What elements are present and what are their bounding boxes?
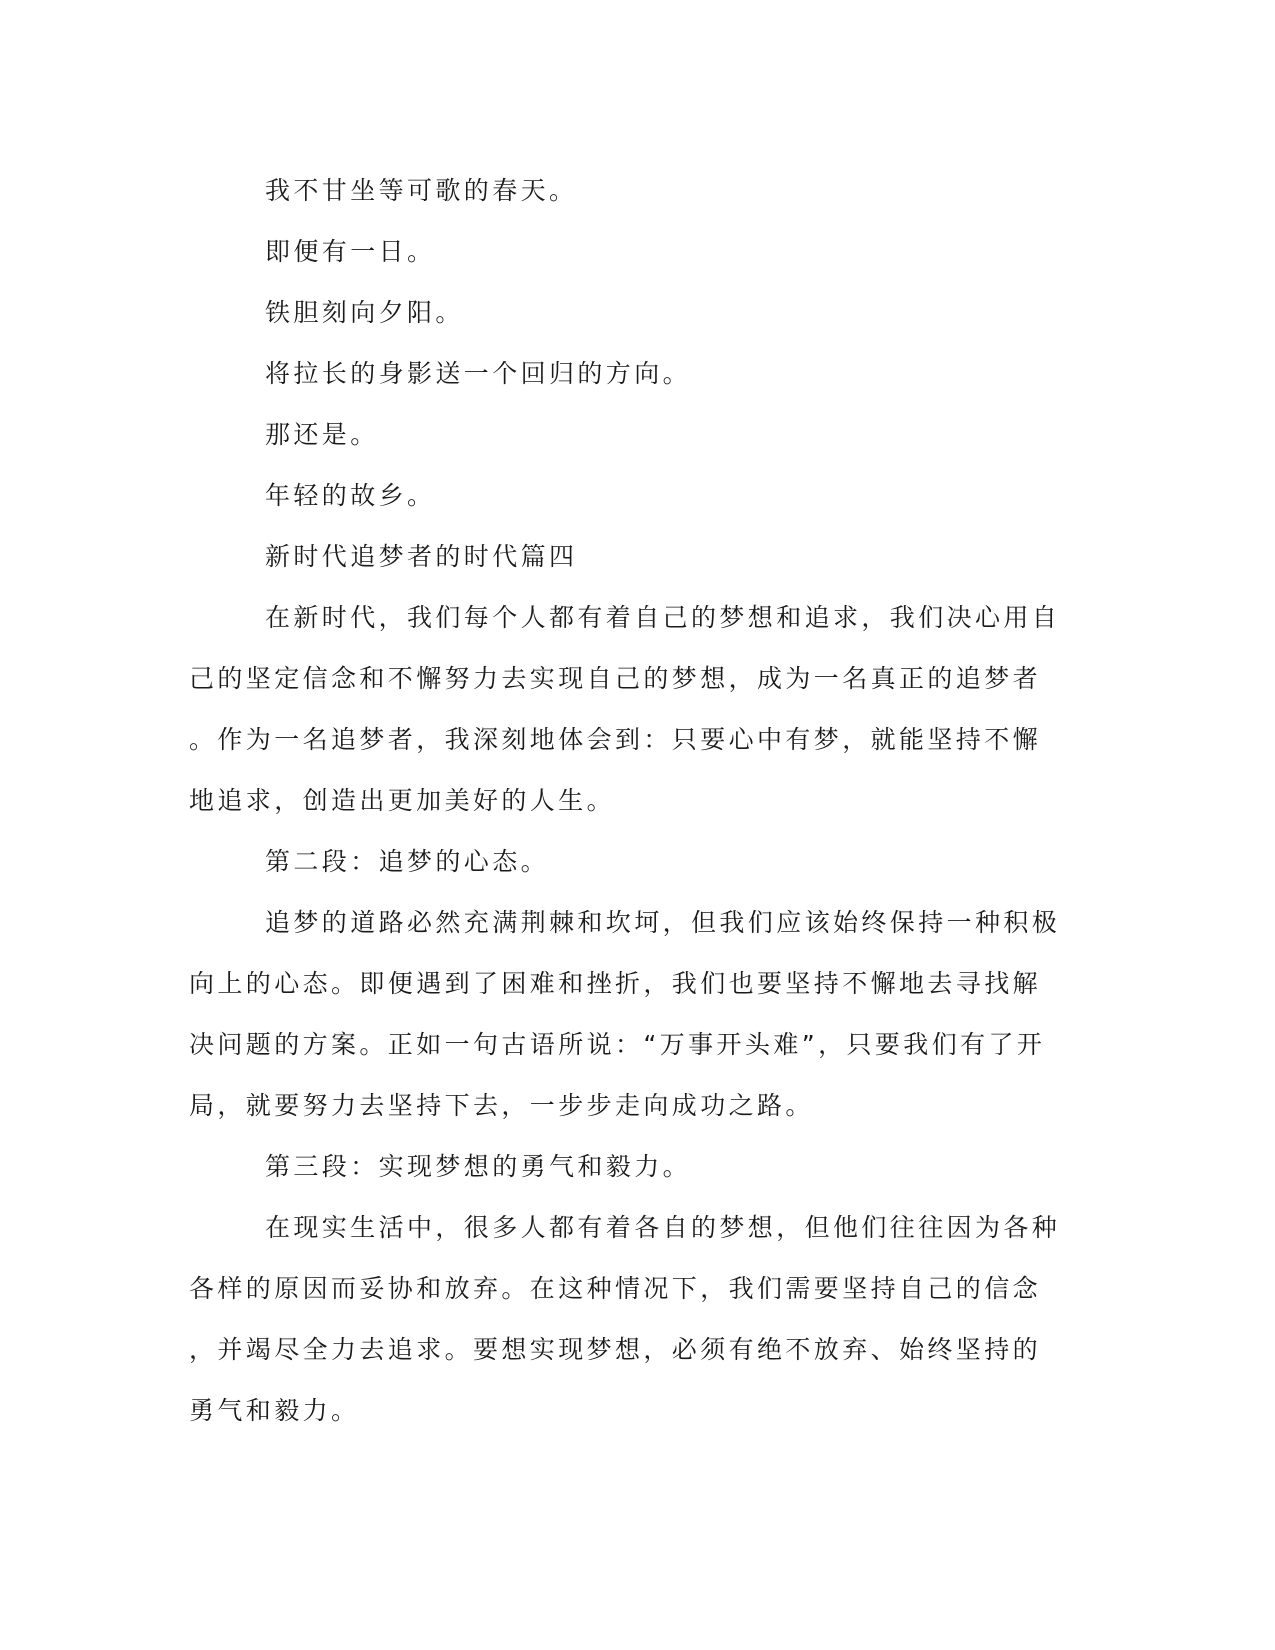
text-line: 追梦的道路必然充满荆棘和坎坷，但我们应该始终保持一种积极 — [265, 908, 1061, 937]
text-line: 那还是。 — [265, 420, 379, 449]
text-line: 地追求，创造出更加美好的人生。 — [189, 786, 616, 815]
text-line: 勇气和毅力。 — [189, 1396, 360, 1425]
text-line: 在新时代，我们每个人都有着自己的梦想和追求，我们决心用自 — [265, 603, 1061, 632]
section-heading: 第二段：追梦的心态。 — [265, 847, 550, 876]
section-heading: 第三段：实现梦想的勇气和毅力。 — [265, 1152, 692, 1181]
text-line: 在现实生活中，很多人都有着各自的梦想，但他们往往因为各种 — [265, 1213, 1061, 1242]
text-line: 。作为一名追梦者，我深刻地体会到：只要心中有梦，就能坚持不懈 — [189, 725, 1042, 754]
body-text — [189, 160, 1069, 1441]
text-line: 决问题的方案。正如一句古语所说：“万事开头难”，只要我们有了开 — [189, 1030, 1046, 1059]
text-line: 年轻的故乡。 — [265, 481, 436, 510]
text-line: 己的坚定信念和不懈努力去实现自己的梦想，成为一名真正的追梦者 — [189, 664, 1042, 693]
section-heading: 新时代追梦者的时代篇四 — [265, 542, 578, 571]
text-line: 将拉长的身影送一个回归的方向。 — [265, 359, 692, 388]
text-line: ，并竭尽全力去追求。要想实现梦想，必须有绝不放弃、始终坚持的 — [189, 1335, 1042, 1364]
text-line: 即便有一日。 — [265, 237, 436, 266]
text-line: 向上的心态。即便遇到了困难和挫折，我们也要坚持不懈地去寻找解 — [189, 969, 1042, 998]
text-line: 铁胆刻向夕阳。 — [265, 298, 464, 327]
text-line: 各样的原因而妥协和放弃。在这种情况下，我们需要坚持自己的信念 — [189, 1274, 1042, 1303]
text-line: 我不甘坐等可歌的春天。 — [265, 176, 578, 205]
text-line: 局，就要努力去坚持下去，一步步走向成功之路。 — [189, 1091, 814, 1120]
